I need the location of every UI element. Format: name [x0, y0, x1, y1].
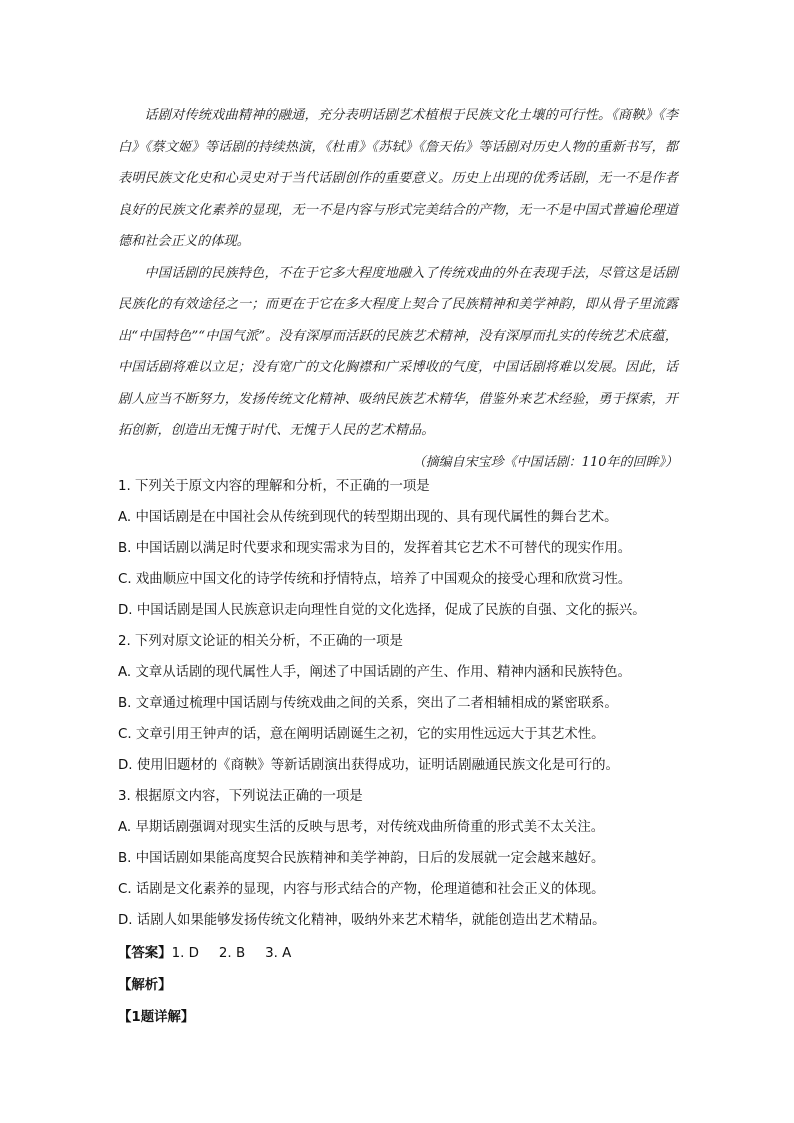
answer-label: 【答案】: [118, 946, 172, 961]
question-3-option-d: D. 话剧人如果能够发扬传统文化精神，吸纳外来艺术精华，就能创造出艺术精品。: [118, 913, 606, 928]
question-stem-1: 1. 下列关于原文内容的理解和分析，不正确的一项是: [118, 479, 430, 494]
question-stem-3: 3. 根据原文内容，下列说法正确的一项是: [118, 789, 363, 804]
answer-item-1: 1. D: [171, 946, 199, 961]
question-2-option-a: A. 文章从话剧的现代属性人手，阐述了中国话剧的产生、作用、精神内涵和民族特色。: [118, 665, 631, 680]
question-3-option-c: C. 话剧是文化素养的显现，内容与形式结合的产物，伦理道德和社会正义的体现。: [118, 882, 605, 897]
question-2-option-c: C. 文章引用王钟声的话，意在阐明话剧诞生之初，它的实用性远远大于其艺术性。: [118, 727, 605, 742]
question-1-option-d: D. 中国话剧是国人民族意识走向理性自觉的文化选择，促成了民族的自强、文化的振兴。: [118, 603, 646, 618]
question-3-option-b: B. 中国话剧如果能高度契合民族精神和美学神韵，日后的发展就一定会越来越好。: [118, 851, 605, 866]
answer-line: [118, 938, 678, 970]
analysis-label: 【解析】: [118, 978, 172, 993]
answer-section: [118, 938, 678, 1034]
passage-paragraph-2: 中国话剧的民族特色，不在于它多大程度地融入了传统戏曲的外在表现手法，尽管这是话剧民族化的有效途径之一；而更在于它在多大程度上契合了民族精神和美学神韵，即从骨子里流露出“中国特色”“中国气派”。没有深厚而活跃的民族艺术精神，没有深厚而扎实的传统艺术底蕴，中国话剧将难以立足；没有宽广的文化胸襟和广采博收的气度，中国话剧将难以发展。因此，话剧人应当不断努力，发扬传统文化精神、吸纳民族艺术精华，借鉴外来艺术经验，勇于探索，开拓创新，创造出无愧于时代、无愧于人民的艺术精品。: [118, 265, 678, 438]
question-3-option-a: A. 早期话剧强调对现实生活的反映与思考，对传统戏曲所倚重的形式美不太关注。: [118, 820, 605, 835]
question-1-option-a: A. 中国话剧是在中国社会从传统到现代的转型期出现的、具有现代属性的舞台艺术。: [118, 510, 618, 525]
question-1-option-c: C. 戏曲顺应中国文化的诗学传统和抒情特点，培养了中国观众的接受心理和欣赏习性。: [118, 572, 632, 587]
passage-paragraph-1: 话剧对传统戏曲精神的融通，充分表明话剧艺术植根于民族文化土壤的可行性。《商鞅》《李白》《蔡文姬》等话剧的持续热演，《杜甫》《苏轼》《詹天佑》等话剧对历史人物的重新书写，都表明民族文化史和心灵史对于当代话剧创作的重要意义。历史上出现的优秀话剧，无一不是作者良好的民族文化素养的显现，无一不是内容与形式完美结合的产物，无一不是中国式普遍伦理道德和社会正义的体现。: [118, 108, 678, 249]
question-stem-2: 2. 下列对原文论证的相关分析，不正确的一项是: [118, 634, 403, 649]
question-1-option-b: B. 中国话剧以满足时代要求和现实需求为目的，发挥着其它艺术不可替代的现实作用。: [118, 541, 632, 556]
answer-item-2: 2. B: [218, 946, 246, 961]
question-2-option-d: D. 使用旧题材的《商鞅》等新话剧演出获得成功，证明话剧融通民族文化是可行的。: [118, 758, 619, 773]
detail-label: 【1题详解】: [118, 1010, 195, 1025]
passage-source: （摘编自宋宝珍《中国话剧：110年的回眸》）: [412, 454, 678, 470]
questions-section: [118, 471, 688, 936]
question-2-option-b: B. 文章通过梳理中国话剧与传统戏曲之间的关系，突出了二者相辅相成的紧密联系。: [118, 696, 618, 711]
answer-item-3: 3. A: [265, 946, 292, 961]
reading-passage: [118, 100, 678, 478]
